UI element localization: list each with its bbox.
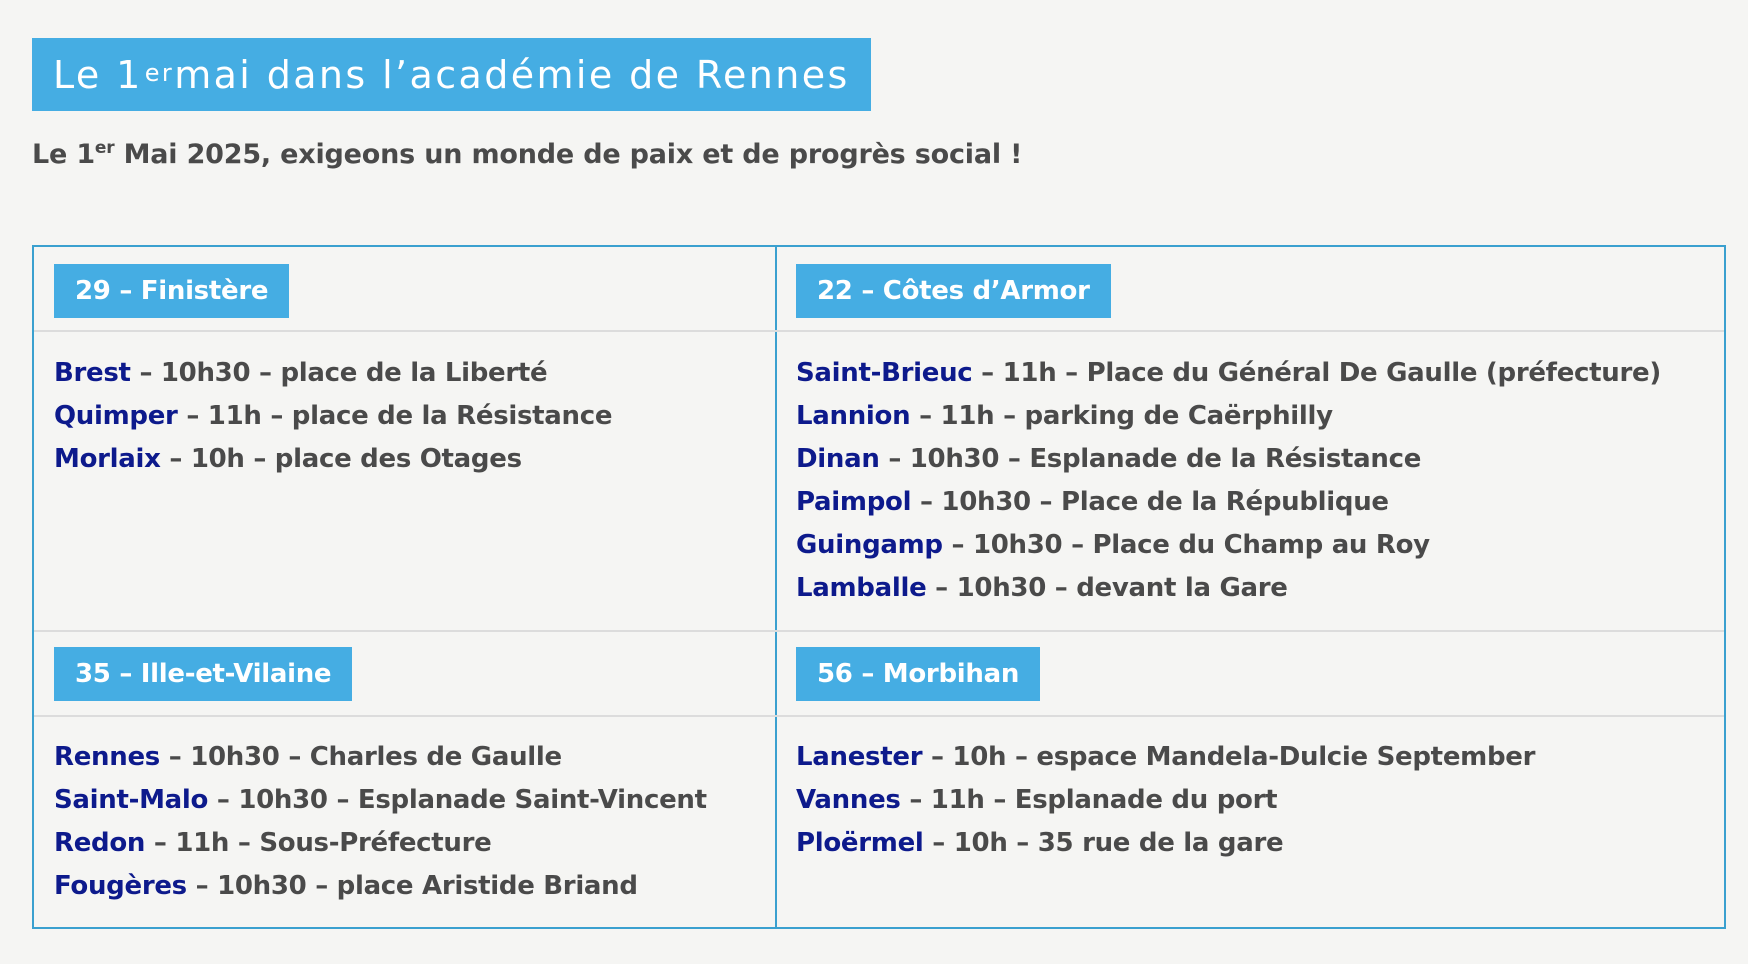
list-item	[54, 865, 707, 908]
city-name: Paimpol	[796, 487, 912, 517]
city-name: Lanester	[796, 742, 923, 772]
event-detail: – 10h30 – Place de la République	[911, 487, 1389, 517]
event-list-cotes-darmor	[796, 352, 1661, 610]
row-divider	[34, 630, 1724, 632]
city-name: Quimper	[54, 401, 178, 431]
event-list-finistere	[54, 352, 612, 481]
event-detail: – 11h – Esplanade du port	[900, 785, 1278, 815]
event-list-morbihan	[796, 736, 1535, 865]
event-detail: – 10h30 – Esplanade Saint-Vincent	[208, 785, 707, 815]
list-item	[796, 524, 1661, 567]
event-detail: – 10h30 – Esplanade de la Résistance	[879, 444, 1422, 474]
dept-header-finistere: 29 – Finistère	[54, 264, 289, 318]
city-name: Lannion	[796, 401, 911, 431]
list-item	[796, 822, 1535, 865]
city-name: Saint-Malo	[54, 785, 209, 815]
event-detail: – 10h – espace Mandela-Dulcie September	[922, 742, 1536, 772]
event-detail: – 11h – Place du Général De Gaulle (préfecture)	[972, 358, 1661, 388]
city-name: Brest	[54, 358, 131, 388]
event-detail: – 10h30 – Charles de Gaulle	[159, 742, 562, 772]
list-item	[54, 438, 612, 481]
list-item	[796, 779, 1535, 822]
events-table	[32, 245, 1726, 929]
event-detail: – 10h30 – devant la Gare	[926, 573, 1288, 603]
event-detail: – 11h – Sous-Préfecture	[145, 828, 492, 858]
list-item	[796, 352, 1661, 395]
subtitle-suffix: Mai 2025, exigeons un monde de paix et de progrès social !	[114, 139, 1023, 170]
city-name: Morlaix	[54, 444, 161, 474]
city-name: Lamballe	[796, 573, 927, 603]
list-item	[796, 395, 1661, 438]
title-superscript: er	[144, 58, 175, 87]
event-detail: – 10h30 – Place du Champ au Roy	[942, 530, 1430, 560]
list-item	[54, 822, 707, 865]
list-item	[54, 352, 612, 395]
city-name: Redon	[54, 828, 146, 858]
dept-header-ille-et-vilaine: 35 – Ille-et-Vilaine	[54, 647, 352, 701]
subtitle-superscript: er	[94, 138, 115, 158]
event-detail: – 10h30 – place de la Liberté	[130, 358, 548, 388]
page-subtitle	[32, 138, 1022, 170]
column-divider	[775, 247, 777, 927]
list-item	[796, 438, 1661, 481]
city-name: Vannes	[796, 785, 901, 815]
event-detail: – 10h30 – place Aristide Briand	[186, 871, 638, 901]
title-suffix: mai dans l’académie de Rennes	[174, 52, 850, 97]
page-title	[32, 38, 871, 111]
city-name: Dinan	[796, 444, 880, 474]
list-item	[796, 567, 1661, 610]
event-detail: – 11h – parking de Caërphilly	[910, 401, 1333, 431]
row-divider	[34, 330, 1724, 332]
city-name: Saint-Brieuc	[796, 358, 973, 388]
subtitle-prefix: Le 1	[32, 139, 95, 170]
city-name: Rennes	[54, 742, 160, 772]
city-name: Ploërmel	[796, 828, 924, 858]
list-item	[796, 481, 1661, 524]
list-item	[796, 736, 1535, 779]
event-detail: – 10h – place des Otages	[160, 444, 522, 474]
dept-header-cotes-darmor: 22 – Côtes d’Armor	[796, 264, 1111, 318]
row-divider	[34, 715, 1724, 717]
list-item	[54, 736, 707, 779]
dept-header-morbihan: 56 – Morbihan	[796, 647, 1040, 701]
event-detail: – 11h – place de la Résistance	[177, 401, 613, 431]
event-detail: – 10h – 35 rue de la gare	[923, 828, 1284, 858]
title-prefix: Le 1	[53, 52, 143, 97]
city-name: Fougères	[54, 871, 187, 901]
list-item	[54, 395, 612, 438]
city-name: Guingamp	[796, 530, 943, 560]
event-list-ille-et-vilaine	[54, 736, 707, 908]
list-item	[54, 779, 707, 822]
